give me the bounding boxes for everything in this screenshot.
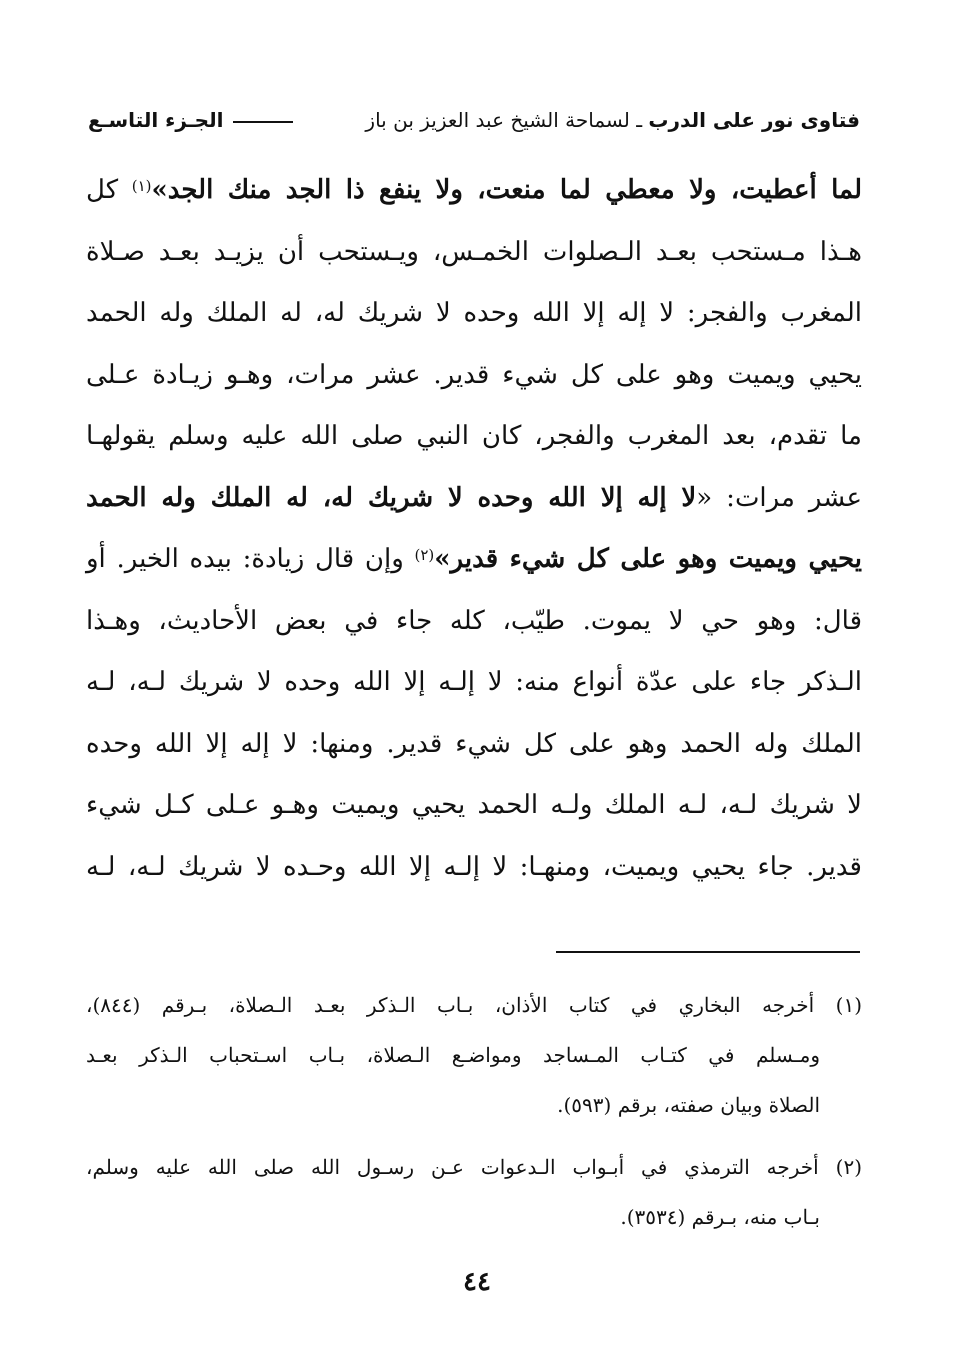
book-title: فتاوى نور على الدرب: [648, 108, 860, 132]
text-fragment: عشر مرات: «: [696, 482, 862, 513]
text-line-11: لا شريك لـه، لـه الملك ولـه الحمد يحيي ويميت وهـو عـلى كـل شيء: [86, 790, 862, 820]
header-title-group: [365, 102, 860, 138]
text-line-3: المغرب والفجر: لا إله إلا الله وحده لا شريك له، له الملك وله الحمد: [86, 298, 862, 328]
text-line-6: [86, 468, 862, 530]
footnote-1-line-1: (١) أخرجه البخاري في كتاب الأذان، بـاب الـذكر بعـد الـصلاة، بـرقم (٨٤٤)،: [86, 993, 862, 1017]
hadith-quote-bold: لا إله إلا الله وحده لا شريك له، له الملك وله الحمد: [86, 482, 697, 513]
footnote-1-line-2: ومـسلم في كتـاب المـساجد ومواضـع الـصلاة، بـاب اسـتحباب الـذكر بعـد: [86, 1043, 820, 1067]
text-line-5: ما تقدم، بعد المغرب والفجر، كان النبي صلى الله عليه وسلم يقولهـا: [86, 421, 862, 451]
main-text: [86, 160, 862, 898]
text-line-1: [86, 160, 862, 222]
text-line-4: يحيي ويميت وهو على كل شيء قدير. عشر مرات، وهـو زيـادة عـلى: [86, 359, 862, 390]
page-number: ٤٤: [463, 1267, 491, 1297]
header-rule: [233, 121, 293, 123]
text-line-7: [86, 529, 862, 591]
footnotes: [86, 980, 862, 1242]
footnote-ref-1: (١): [131, 177, 152, 195]
text-fragment: كل: [86, 175, 132, 205]
text-line-9: الـذكر جاء على عدّة أنواع منه: لا إلـه إلا الله وحده لا شريك لـه، لـه: [86, 667, 862, 697]
text-line-12: قدير. جاء يحيي ويميت، ومنهـا: لا إلـه إلا الله وحـده لا شريك لـه، لـه: [86, 851, 862, 882]
footnote-2-line-2: بـاب منه، بـرقم (٣٥٣٤).: [620, 1205, 820, 1229]
text-line-10: الملك وله الحمد وهو على كل شيء قدير. ومنها: لا إله إلا الله وحده: [86, 728, 862, 759]
text-line-2: هـذا مـستحب بعـد الـصلوات الخمـس، ويـستحب أن يزيـد بعـد صـلاة: [86, 236, 862, 267]
hadith-quote-bold: يحيي ويميت وهو على كل شيء قدير»: [434, 544, 862, 574]
footnote-2-line-1: (٢) أخرجه الترمذي في أبـواب الـدعوات عـن رسـول الله صلى الله عليه وسلم،: [86, 1155, 862, 1179]
volume-part: الجـزء التاسـع: [88, 108, 224, 132]
author-name: ـ لسماحة الشيخ عبد العزيز بن باز: [365, 108, 643, 132]
text-line-8: قال: وهو حي لا يموت. طيّب، كله جاء في بعض الأحاديث، وهـذا: [86, 605, 862, 636]
hadith-quote-bold: لما أعطيت، ولا معطي لما منعت، ولا ينفع ذا الجد منك الجد»: [151, 175, 862, 205]
footnote-ref-2: (٢): [414, 546, 435, 564]
footnote-gap: [86, 1130, 862, 1142]
running-header: [88, 102, 860, 138]
text-fragment: وإن قال زيادة: بيده الخير. أو: [86, 544, 415, 574]
footnote-1-line-3: الصلاة وبيان صفته، برقم (٥٩٣).: [557, 1093, 820, 1117]
footnote-separator: [556, 951, 860, 953]
header-part-group: [88, 102, 297, 138]
